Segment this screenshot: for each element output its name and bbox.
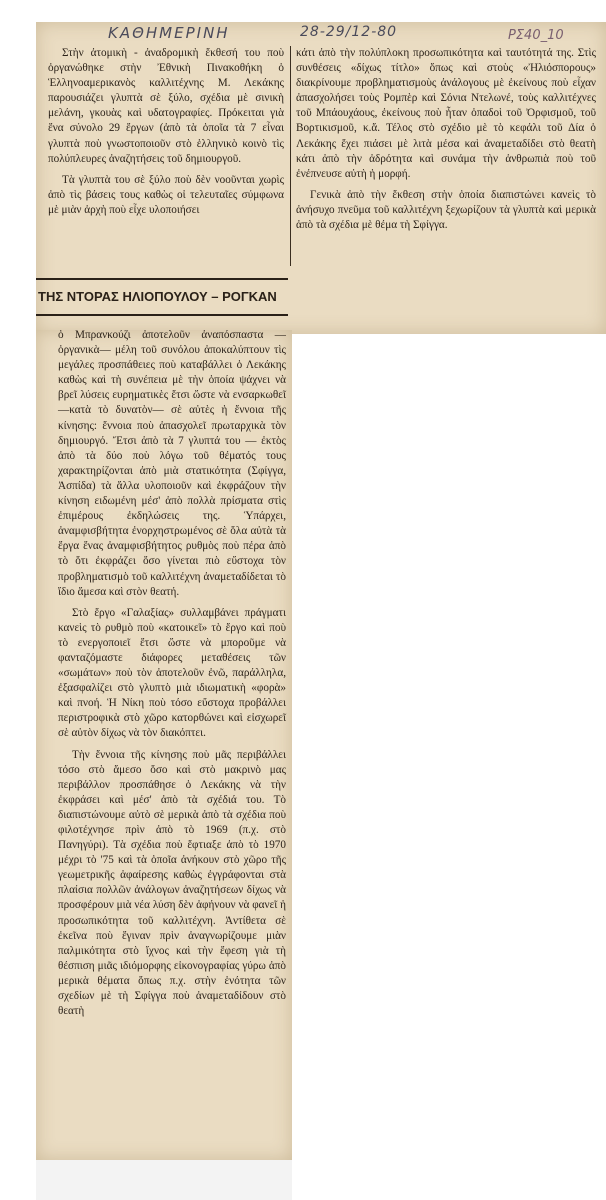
scan-footer-shade xyxy=(36,1160,292,1200)
paragraph: ὁ Μπρανκούζι ἀποτελοῦν ἀναπόσπαστα —ὀργανικὰ— μέλη τοῦ συνόλου ἀποκαλύπτουν τὶς μεγάλες προσπάθειες ποὺ καταβάλλει ὁ Λεκάκης καθὼς καὶ τὴ συνέπεια μὲ τὴν ὁποία ψάχνει νὰ βρεῖ λύσεις ευρηματικὲς ἔτσι ὥστε νὰ ενσαρκωθεῖ —κατὰ τὸ δυνατὸν— σὲ αὐτὲς ἡ ἔννοια τῆς κίνησης: ἔννοια ποὺ ἀπασχολεῖ πρωταρχικὰ τὸν δημιουργό. Ἔτσι ἀπὸ τὰ 7 γλυπτά του — ἐκτὸς ἀπὸ τὰ δύο ποὺ λόγω τοῦ θέματός τους χαρακτηρίζονται ἀπὸ μιὰ στατικότητα (Σφίγγα, Ἀσπίδα) τὰ ἄλλα υλοποιοῦν καὶ ἐκφράζουν τὴν κίνηση ειδωμένη μέσ' ἀπὸ πολλὰ πρίσματα στὶς ἐπιμέρους ἐκδηλώσεις της. Ὑπάρχει, ἀναμφισβήτητα ἐνορχηστρωμένος σὲ ὅλα αὐτὰ τὰ ἔργα ἕνας ἀναμφισβήτητος ρυθμὸς ποὺ πέρα ἀπὸ τὸ ὅτι ἐκφράζει ὅσο γίνεται πιὸ εὔστοχα τὸν προβληματισμὸ τοῦ καλλιτέχνη ἀναμεταδίδεται τὸ ἴδιο ἄμεσα καὶ στὸν θεατή. xyxy=(58,329,286,598)
paragraph: Τὰ γλυπτὰ του σὲ ξύλο ποὺ δὲν νοοῦνται χωρὶς ἀπὸ τὶς βάσεις τους καθὼς οἱ τελευταῖες σύμφωνα μὲ μιὰν ἀρχὴ ποὺ εἶχε υλοποιήσει xyxy=(48,173,284,216)
handwritten-archive-code: ΡΣ40_10 xyxy=(508,28,564,43)
paragraph: Στὴν ἀτομικὴ - ἀναδρομικὴ ἔκθεσή του ποὺ ὀργανώθηκε στὴν Ἐθνικὴ Πινακοθήκη ὁ Ἑλληνοαμερικανὸς καλλιτέχνης Μ. Λεκάκης παρουσιάζει γλυπτὰ σὲ ξύλο, σχέδια μὲ σινικὴ μελάνη, γκουὰς καὶ υδατογραφίες. Πρόκειται γιὰ ἕνα σύνολο 29 ἔργων (ἀπὸ τὰ ὁποῖα τὰ 7 εἶναι γλυπτὰ ποὺ γνωστοποιοῦν στὸ ἑλληνικὸ κοινὸ τὶς πολύπλευρες ἀναζητήσεις τοῦ δημιουργοῦ. xyxy=(48,47,284,165)
paragraph: Στὸ ἔργο «Γαλαξίας» συλλαμβάνει πράγματι κανεὶς τὸ ρυθμὸ ποὺ «κατοικεῖ» τὸ ἔργο καὶ ποὺ τὸ ενεργοποιεῖ ἔτσι ὥστε νὰ μποροῦμε νὰ φανταζόμαστε διάφορες μεταθέσεις τῶν «σωμάτων» ποὺ τὸν ἀποτελοῦν ἐνῶ, παράλληλα, ἐξασφαλίζει στὸ γλυπτὸ μιὰ ιδιωματικὴ «φορὰ» καὶ πνοή. Ἡ Νίκη ποὺ τόσο εὔστοχα προβάλλει περιστροφικὰ στὸ χῶρο κατορθώνει καὶ εἰσχωρεῖ σὲ αὐτὸν δίχως νὰ τὸν διακόπτει. xyxy=(58,606,286,740)
article-headline: ΤΗΣ ΝΤΟΡΑΣ ΗΛΙΟΠΟΥΛΟΥ – ΡΟΓΚΑΝ xyxy=(36,278,288,316)
article-column-1 xyxy=(48,46,284,218)
paragraph: κάτι ἀπὸ τὴν πολύπλοκη προσωπικότητα καὶ ταυτότητά της. Στὶς συνθέσεις «δίχως τίτλο» ὅπως καὶ στοὺς «Ἠλιόσπορους» διακρίνουμε προβληματισμοὺς ἀνάλογους μὲ ἐκείνους ποὺ εἶχαν ἀπασχολήσει τοὺς Ρομπὲρ καὶ Σόνια Ντελωνέ, τοὺς καλλιτέχνες τοῦ Μπάουχάους, ἐκείνους ποὺ ἦταν ὀπαδοὶ τοῦ Ὀρφισμοῦ, τοῦ Βορτικισμοῦ, κ.ἄ. Τέλος στὸ σχέδιο μὲ τὸ κεφάλι τοῦ Δία ὁ Λεκάκης ἔχει πιάσει μὲ λιτὰ μέσα καὶ ἀναμεταδίδει στὸ θεατὴ κάτι ἀπὸ τὴν ἀδρότητα καὶ συνάμα τὴν ἀνθρωπιὰ ποὺ τοῦ ἐνέπνευσε αὐτὴ ἡ μορφή. xyxy=(296,47,596,180)
paragraph: Τὴν ἔννοια τῆς κίνησης ποὺ μᾶς περιβάλλει τόσο στὸ ἄμεσο ὅσο καὶ στὸ μακρινὸ μας περιβάλλον προσπάθησε ὁ Λεκάκης νὰ τὴν ἐκφράσει καὶ μέσ' ἀπὸ τὰ σχέδιά του. Τὸ διαπιστώνουμε αὐτὸ σὲ μερικὰ ἀπὸ τὰ σχέδια ποὺ φιλοτέχνησε πρὶν ἀπὸ τὸ 1969 (π.χ. στὸ Πανηγύρι). Τὰ σχέδια ποὺ ἔφτιαξε ἀπὸ τὸ 1970 μέχρι τὸ '75 καὶ τὰ ὁποῖα ἀνήκουν στὸ χῶρο τῆς γεωμετρικῆς ἀφαίρεσης καθὼς ἐγγράφονται στὰ πλαίσια πολλῶν ἀνάλογων ἀναζητήσεων δίχως νὰ προσφέρουν μιὰ νέα λύση δὲν ἀφήνουν νὰ φανεῖ ἡ προσωπικότητα τοῦ καλλιτέχνη. Ἀντίθετα σὲ ἐκεῖνα ποὺ ἔγιναν πρὶν ἀναγνωρίζουμε μιὰν παλμικότητα στὸ ἴχνος καὶ τὴν ἔφεση γιὰ τὴ θέσπιση μιᾶς ιδιόμορφης εἰκονογραφίας γύρω ἀπὸ μερικὰ θέματα ὅπως π.χ. στὴν ἑνότητα τῶν σχεδίων μὲ τὴ Σφίγγα ποὺ ἀναμεταδίδουν στὸ θεατὴ xyxy=(58,748,286,1018)
article-column-3 xyxy=(58,328,286,1019)
handwritten-date: 28-29/12-80 xyxy=(300,24,398,40)
handwritten-newspaper-name: ΚΑΘΗΜΕΡΙΝΗ xyxy=(108,24,230,42)
column-divider xyxy=(290,46,291,266)
article-column-2 xyxy=(296,46,596,233)
paragraph: Γενικὰ ἀπὸ τὴν ἔκθεση στὴν ὁποία διαπιστώνει κανεὶς τὸ ἀνήσυχο πνεῦμα τοῦ καλλιτέχνη ξεχωρίζουν τὰ γλυπτὰ καὶ μερικὰ ἀπὸ τὰ σχέδια μὲ θέμα τὴ Σφίγγα. xyxy=(296,188,596,232)
